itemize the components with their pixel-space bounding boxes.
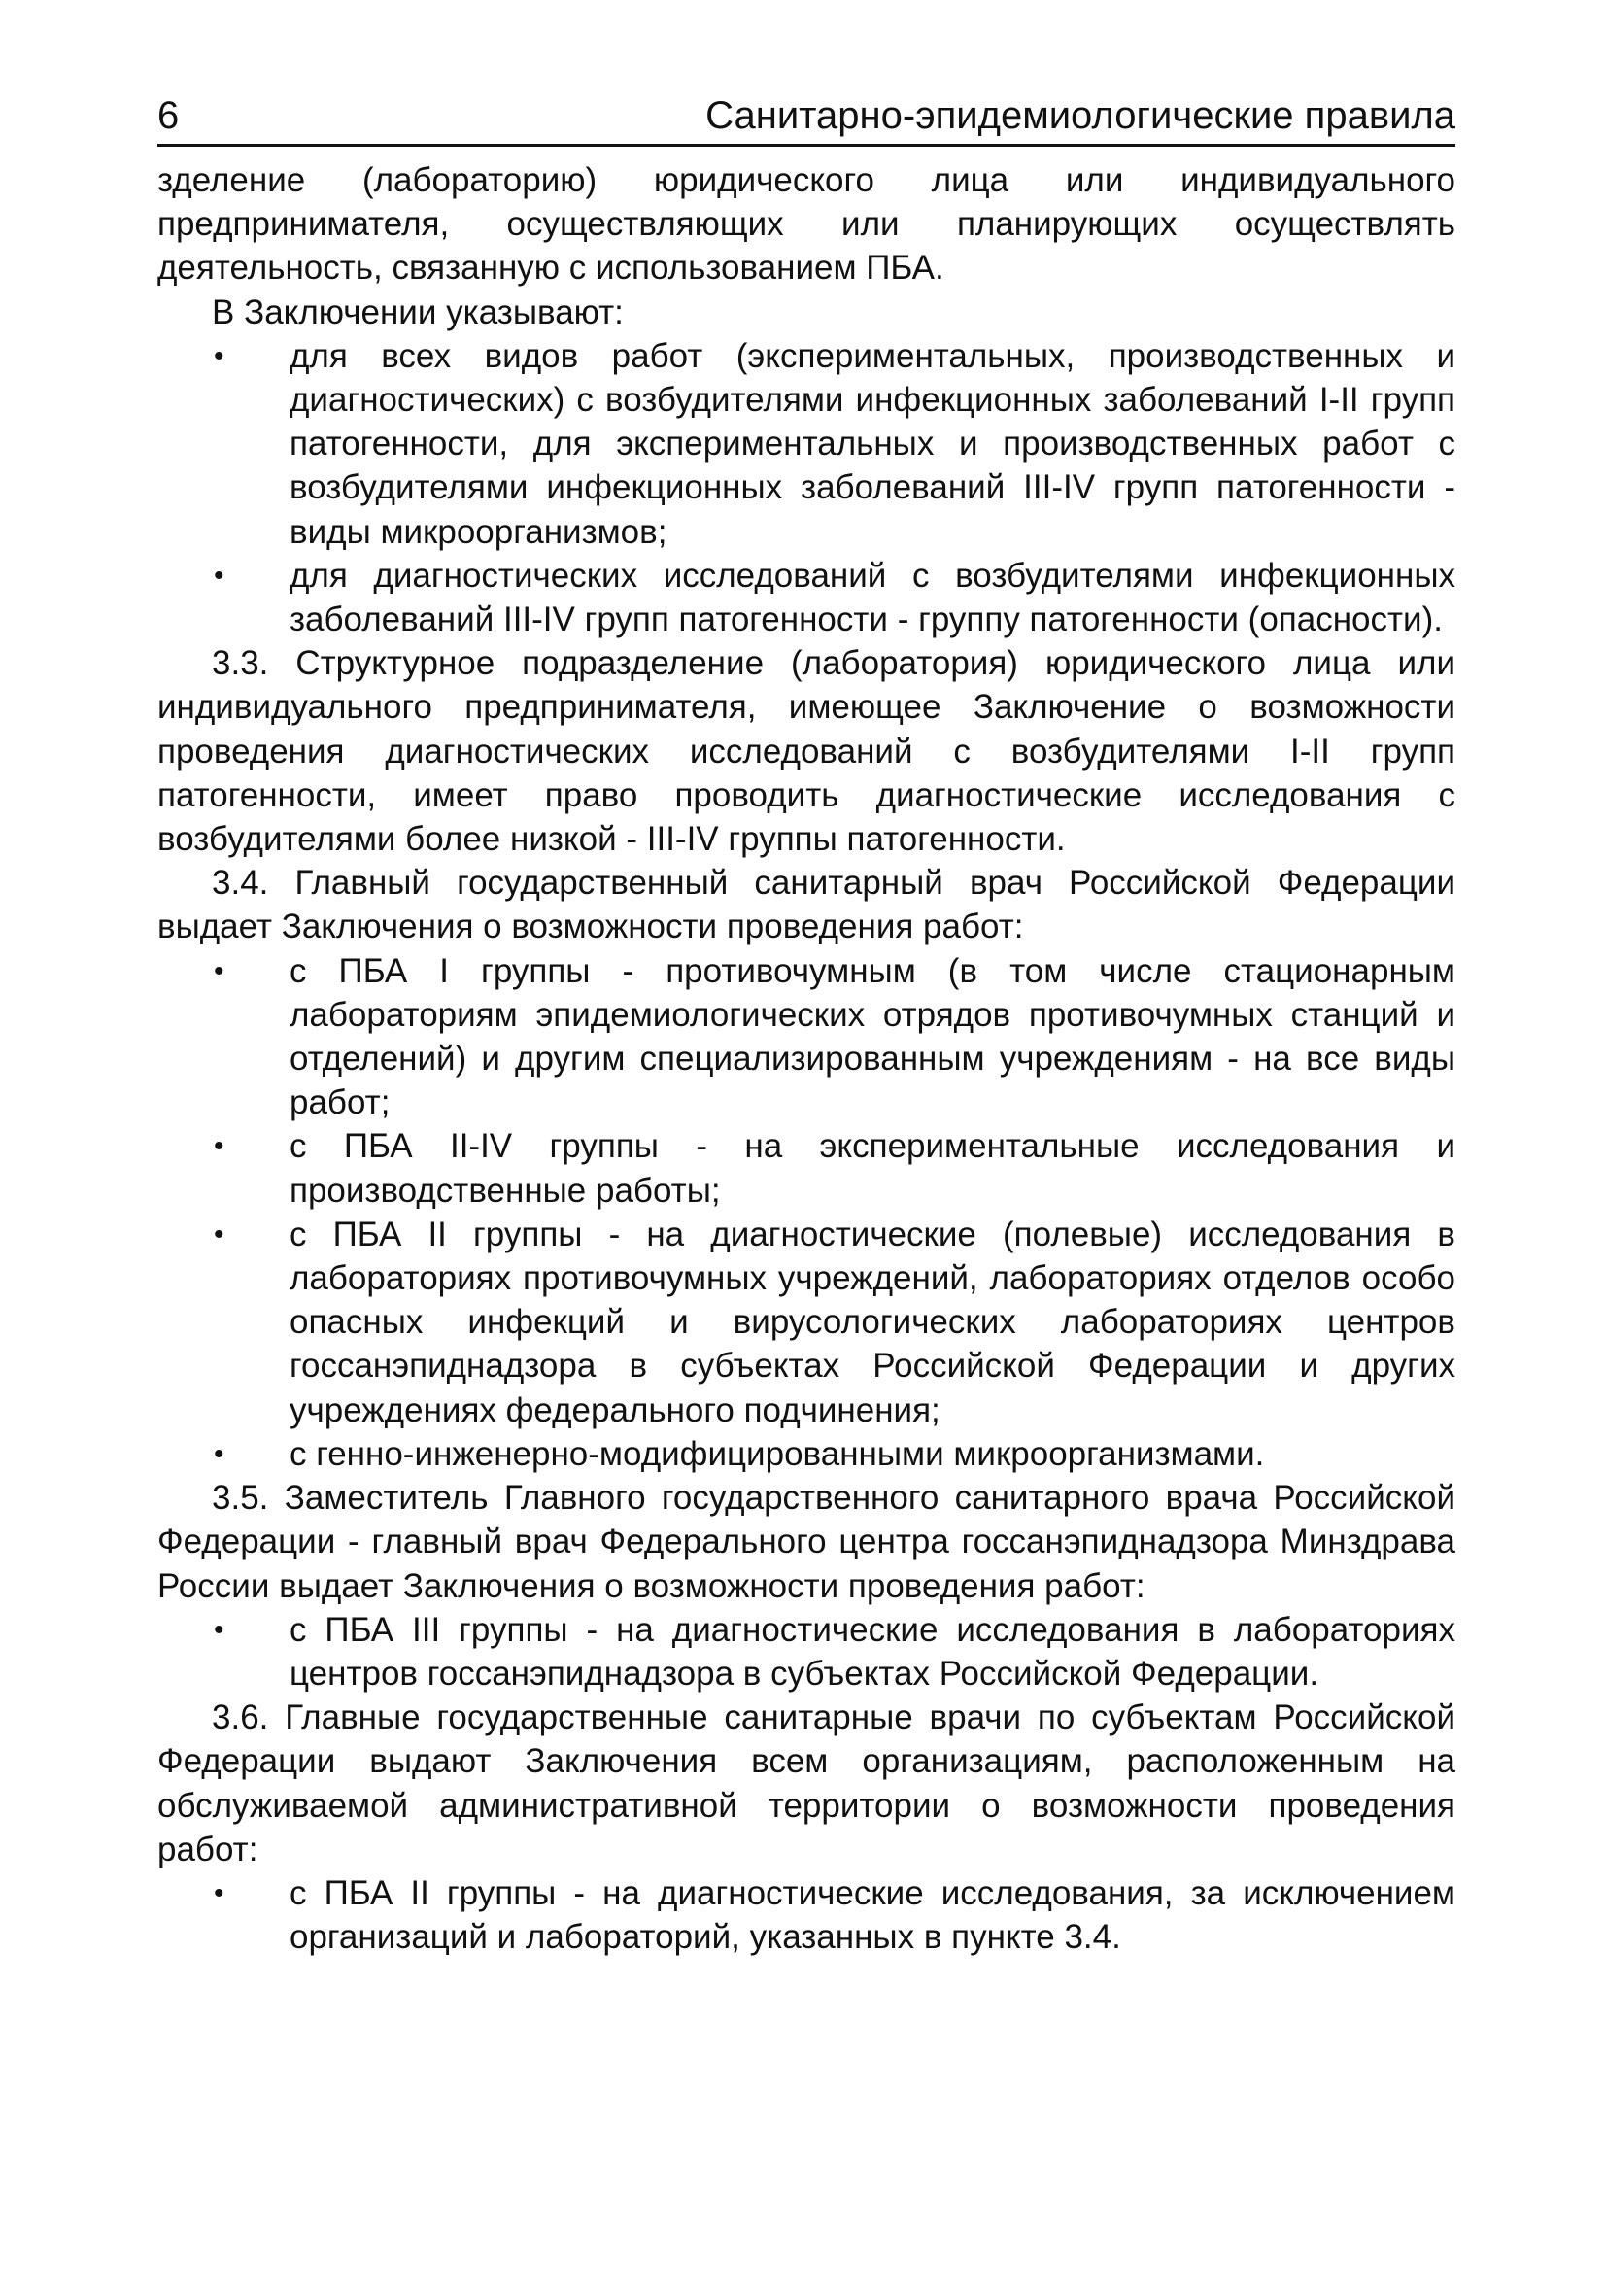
bullet-icon: •	[214, 1437, 224, 1470]
paragraph-3-3: 3.3. Структурное подразделение (лаборатория) юридического лица или индивидуального предпринимателя, имеющее Заключение о возможности проведения диагностических исследований с возбудителями I-II групп патогенности, имеет право проводить диагностические исследования с возбудителями более низкой - III-IV группы патогенности.	[157, 644, 1455, 859]
bullet-icon: •	[214, 559, 224, 592]
bullet-icon: •	[214, 339, 224, 372]
list-item	[157, 1608, 1455, 1696]
list-item	[157, 949, 1455, 1125]
list-item	[157, 1124, 1455, 1212]
list-item-text: с ПБА II-IV группы - на экспериментальные исследования и производственные работы;	[290, 1127, 1455, 1210]
list-item	[157, 1432, 1455, 1476]
bullet-icon: •	[214, 1217, 224, 1251]
document-page	[157, 87, 1455, 1959]
list-item-text: с ПБА I группы - противочумным (в том числе стационарным лабораториям эпидемиологических отрядов противочумных станций и отделений) и другим специализированным учреждениям - на все виды работ;	[290, 951, 1455, 1122]
bullet-list-deputy-chief	[157, 1608, 1455, 1696]
list-item	[157, 1213, 1455, 1432]
bullet-list-regional-doctors	[157, 1871, 1455, 1959]
bullet-icon: •	[214, 1130, 224, 1163]
bullet-icon: •	[214, 954, 224, 987]
paragraph-3-5: 3.5. Заместитель Главного государственного санитарного врача Российской Федерации - главный врач Федерального центра госсанэпиднадзора Минздрава России выдает Заключения о возможности проведения работ:	[157, 1479, 1455, 1605]
bullet-icon: •	[214, 1876, 224, 1909]
list-item	[157, 334, 1455, 554]
paragraph-3-4: 3.4. Главный государственный санитарный врач Российской Федерации выдает Заключения о возможности проведения работ:	[157, 864, 1455, 946]
list-item-text: для всех видов работ (экспериментальных, производственных и диагностических) с возбудителями инфекционных заболеваний I-II групп патогенности, для экспериментальных и производственных работ с возбудителями инфекционных заболеваний III-IV групп патогенности - виды микроорганизмов;	[290, 336, 1455, 551]
list-item-text: для диагностических исследований с возбудителями инфекционных заболеваний III-IV групп патогенности - группу патогенности (опасности).	[290, 556, 1455, 639]
running-title: Санитарно-эпидемиологические правила	[705, 94, 1455, 137]
paragraph-3-6: 3.6. Главные государственные санитарные врачи по субъектам Российской Федерации выдают Заключения всем организациям, расположенным на обслуживаемой административной территории о возможности проведения работ:	[157, 1698, 1455, 1868]
list-item	[157, 554, 1455, 641]
list-item-text: с ПБА III группы - на диагностические исследования в лабораториях центров госсанэпиднадзора в субъектах Российской Федерации.	[290, 1610, 1455, 1693]
paragraph-intro: зделение (лабораторию) юридического лица или индивидуального предпринимателя, осуществляющих или планирующих осуществлять деятельность, связанную с использованием ПБА.	[157, 161, 1455, 288]
list-item-text: с ПБА II группы - на диагностические исследования, за исключением организаций и лабораторий, указанных в пункте 3.4.	[290, 1873, 1455, 1957]
bullet-list-chief-doctor-rf	[157, 949, 1455, 1476]
paragraph-indicate: В Заключении указывают:	[212, 292, 624, 331]
list-item	[157, 1871, 1455, 1959]
list-item-text: с генно-инженерно-модифицированными микроорганизмами.	[290, 1434, 1265, 1473]
bullet-icon: •	[214, 1613, 224, 1646]
list-item-text: с ПБА II группы - на диагностические (полевые) исследования в лабораториях противочумных учреждений, лабораториях отделов особо опасных инфекций и вирусологических лабораториях центров госсанэпиднадзора в субъектах Российской Федерации и других учреждениях федерального подчинения;	[290, 1215, 1455, 1429]
page-number: 6	[157, 94, 180, 137]
document-body	[157, 158, 1455, 1959]
bullet-list-conclusion-contents	[157, 334, 1455, 641]
page-header	[157, 87, 1455, 147]
